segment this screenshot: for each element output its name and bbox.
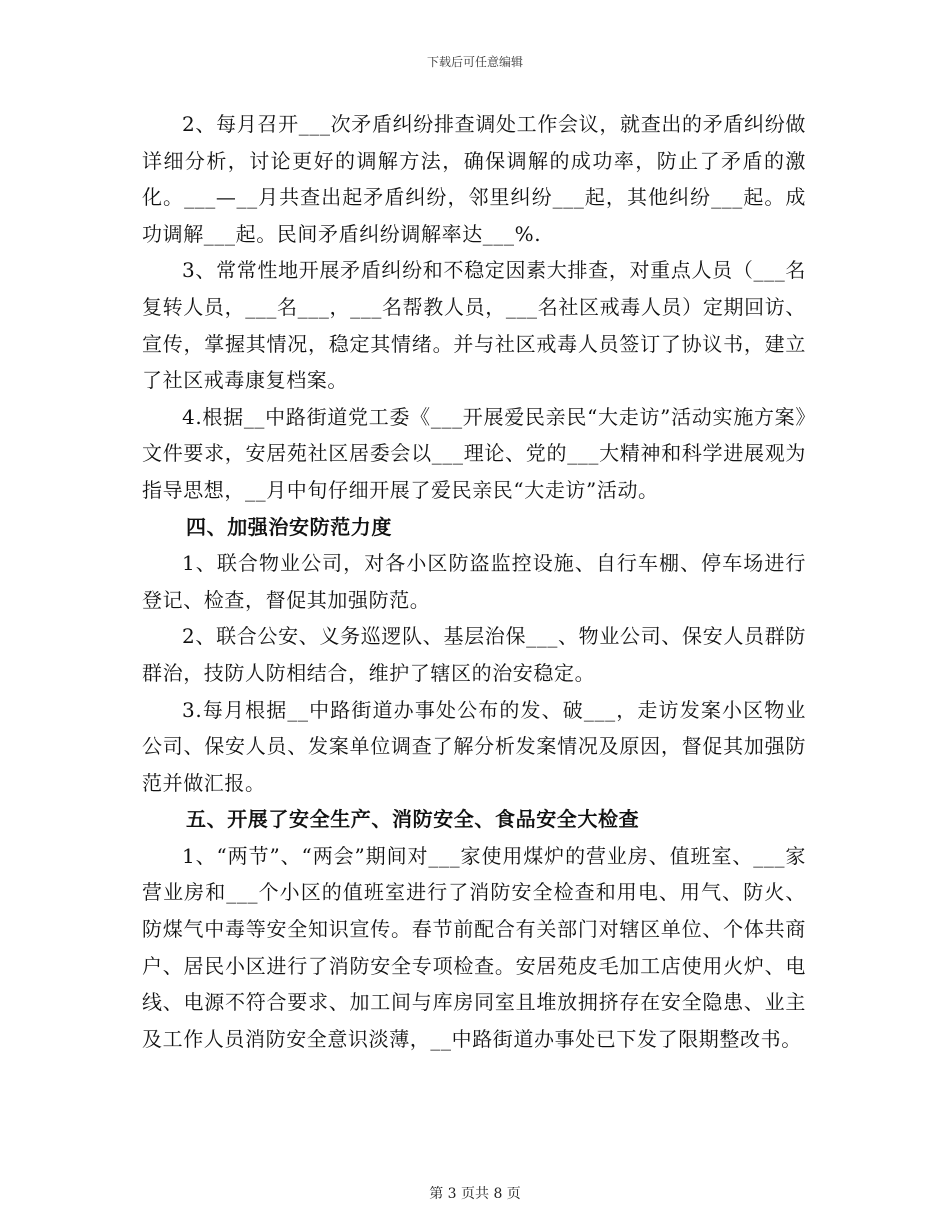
paragraph-joint-patrol: 2、联合公安、义务巡逻队、基层治保___、物业公司、保安人员群防群治，技防人防相结合，维护了辖区的治安稳定。 [142, 624, 806, 685]
paragraph-case-analysis: 3.每月根据__中路街道办事处公布的发、破___，走访发案小区物业公司、保安人员、发案单位调查了解分析发案情况及原因，督促其加强防范并做汇报。 [142, 697, 806, 795]
document-body [142, 106, 806, 1057]
paragraph-dispute-screening: 3、常常性地开展矛盾纠纷和不稳定因素大排查，对重点人员（___名复转人员，___名___，___名帮教人员，___名社区戒毒人员）定期回访、宣传，掌握其情况，稳定其情绪。并与社区戒毒人员签订了协议书，建立了社区戒毒康复档案。 [142, 258, 806, 393]
page-header: 下载后可任意编辑 [426, 55, 523, 69]
section-heading-security: 四、加强治安防范力度 [186, 514, 392, 539]
paragraph-fire-safety: 1、“两节”、“两会”期间对___家使用煤炉的营业房、值班室、___家营业房和___个小区的值班室进行了消防安全检查和用电、用气、防火、防煤气中毒等安全知识宣传。春节前配合有关部门对辖区单位、个体共商户、居民小区进行了消防安全专项检查。安居苑皮毛加工店使用火炉、电线、电源不符合要求、加工间与库房同室且堆放拥挤存在安全隐患、业主及工作人员消防安全意识淡薄，__中路街道办事处已下发了限期整改书。 [142, 843, 806, 1051]
page-number: 第 3 页共 8 页 [429, 1186, 521, 1202]
section-heading-safety-inspection: 五、开展了安全生产、消防安全、食品安全大检查 [186, 807, 640, 832]
paragraph-dispute-meetings: 2、每月召开___次矛盾纠纷排查调处工作会议，就查出的矛盾纠纷做详细分析，讨论更好的调解方法，确保调解的成功率，防止了矛盾的激化。___—__月共查出起矛盾纠纷，邻里纠纷___起，其他纠纷___起。成功调解___起。民间矛盾纠纷调解率达___%. [142, 112, 806, 246]
paragraph-visit-campaign: 4.根据__中路街道党工委《___开展爱民亲民“大走访”活动实施方案》文件要求，安居苑社区居委会以___理论、党的___大精神和科学进展观为指导思想，__月中旬仔细开展了爱民亲民“大走访”活动。 [142, 404, 806, 502]
paragraph-property-inspection: 1、联合物业公司，对各小区防盗监控设施、自行车棚、停车场进行登记、检查，督促其加强防范。 [142, 551, 806, 612]
